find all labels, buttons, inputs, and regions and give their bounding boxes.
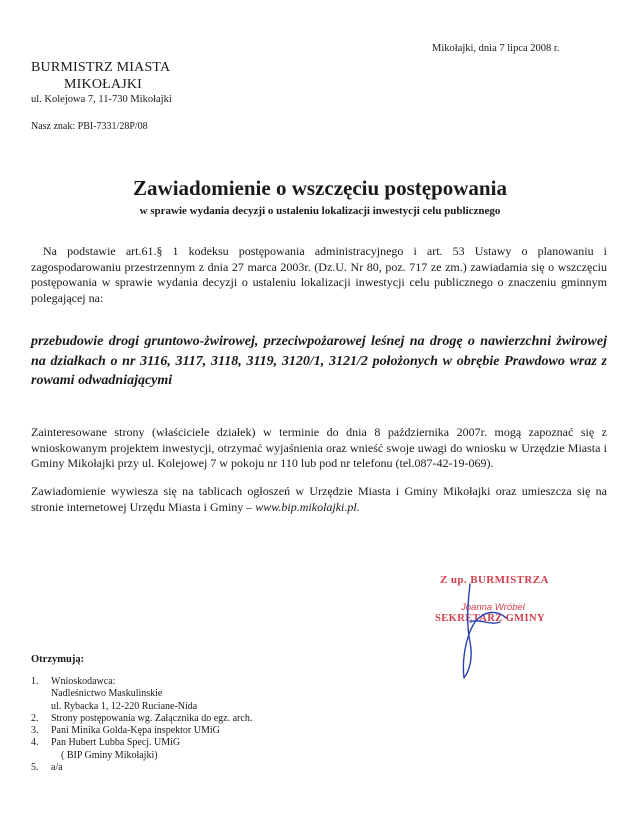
publication-text: Zawiadomienie wywiesza się na tablicach ogłoszeń w Urzędzie Miasta i Gminy Mikołajki oraz umieszcza się na stronie internetowej Urzędu Miasta i Gminy – bbox=[31, 484, 607, 514]
publication-paragraph bbox=[31, 484, 607, 515]
consultation-paragraph: Zainteresowane strony (właściciele działek) w terminie do dnia 8 października 2007r. mogą zapoznać się z wnioskowanym projektem inwestycji, otrzymać wyjaśnienia oraz wnieść swoje uwagi do wniosku w Urzędzie Miasta i Gminy Mikołajki przy ul. Kolejowej 7 w pokoju nr 110 lub pod nr telefonu (tel.087-42-19-069). bbox=[31, 425, 607, 471]
list-item: 1. Wnioskodawca: bbox=[31, 676, 116, 687]
issuer-address: ul. Kolejowa 7, 11-730 Mikołajki bbox=[31, 94, 172, 105]
recipients-list bbox=[31, 676, 252, 774]
list-item: 2. Strony postępowania wg. Załącznika do egz. arch. bbox=[31, 712, 253, 724]
document-title: Zawiadomienie o wszczęciu postępowania bbox=[133, 176, 507, 200]
stamp-line-name: Joanna Wróbel bbox=[461, 602, 525, 613]
document-subtitle: w sprawie wydania decyzji o ustaleniu lokalizacji inwestycji celu publicznego bbox=[139, 205, 501, 217]
handwritten-signature bbox=[440, 582, 560, 682]
stamp-line-authority: Z up. BURMISTRZA bbox=[440, 574, 549, 586]
issuer-town: MIKOŁAJKI bbox=[64, 77, 143, 92]
list-item: ( BIP Gminy Mikołajki) bbox=[61, 749, 158, 761]
document-date: Mikołajki, dnia 7 lipca 2008 r. bbox=[432, 43, 560, 54]
reference-number: Nasz znak: PBI-7331/28P/08 bbox=[31, 121, 148, 132]
issuer-title: BURMISTRZ MIASTA bbox=[31, 60, 171, 75]
investment-description: przebudowie drogi gruntowo-żwirowej, przeciwpożarowej leśnej na drogę o nawierzchni żwirowej na działkach o nr 3116, 3117, 3118, 3119, 3120/1, 3121/2 położonych w obrębie Prawdowo wraz z rowami odwadniającymi bbox=[31, 334, 607, 388]
list-item: 4. Pan Hubert Lubba Specj. UMiG bbox=[31, 737, 181, 749]
recipients-heading: Otrzymują: bbox=[31, 654, 85, 665]
list-item: 5. a/a bbox=[31, 762, 63, 774]
bip-link[interactable]: www.bip.mikolajki.pl. bbox=[255, 499, 360, 514]
list-item: Nadleśnictwo Maskulinskie bbox=[51, 688, 163, 700]
list-item: ul. Rybacka 1, 12-220 Ruciane-Nida bbox=[51, 700, 198, 712]
list-item: 3. Pani Minika Golda-Kępa inspektor UMiG bbox=[31, 725, 220, 737]
stamp-line-position: SEKRETARZ GMINY bbox=[435, 613, 545, 624]
legal-basis-paragraph: Na podstawie art.61.§ 1 kodeksu postępowania administracyjnego i art. 53 Ustawy o planowaniu i zagospodarowaniu przestrzennym z dnia 27 marca 2003r. (Dz.U. Nr 80, poz. 717 ze zm.) zawiadamia się o wszczęciu postępowania w sprawie wydania decyzji o ustaleniu lokalizacji inwestycji celu publicznego o znaczeniu gminnym polegającej na: bbox=[31, 244, 607, 305]
